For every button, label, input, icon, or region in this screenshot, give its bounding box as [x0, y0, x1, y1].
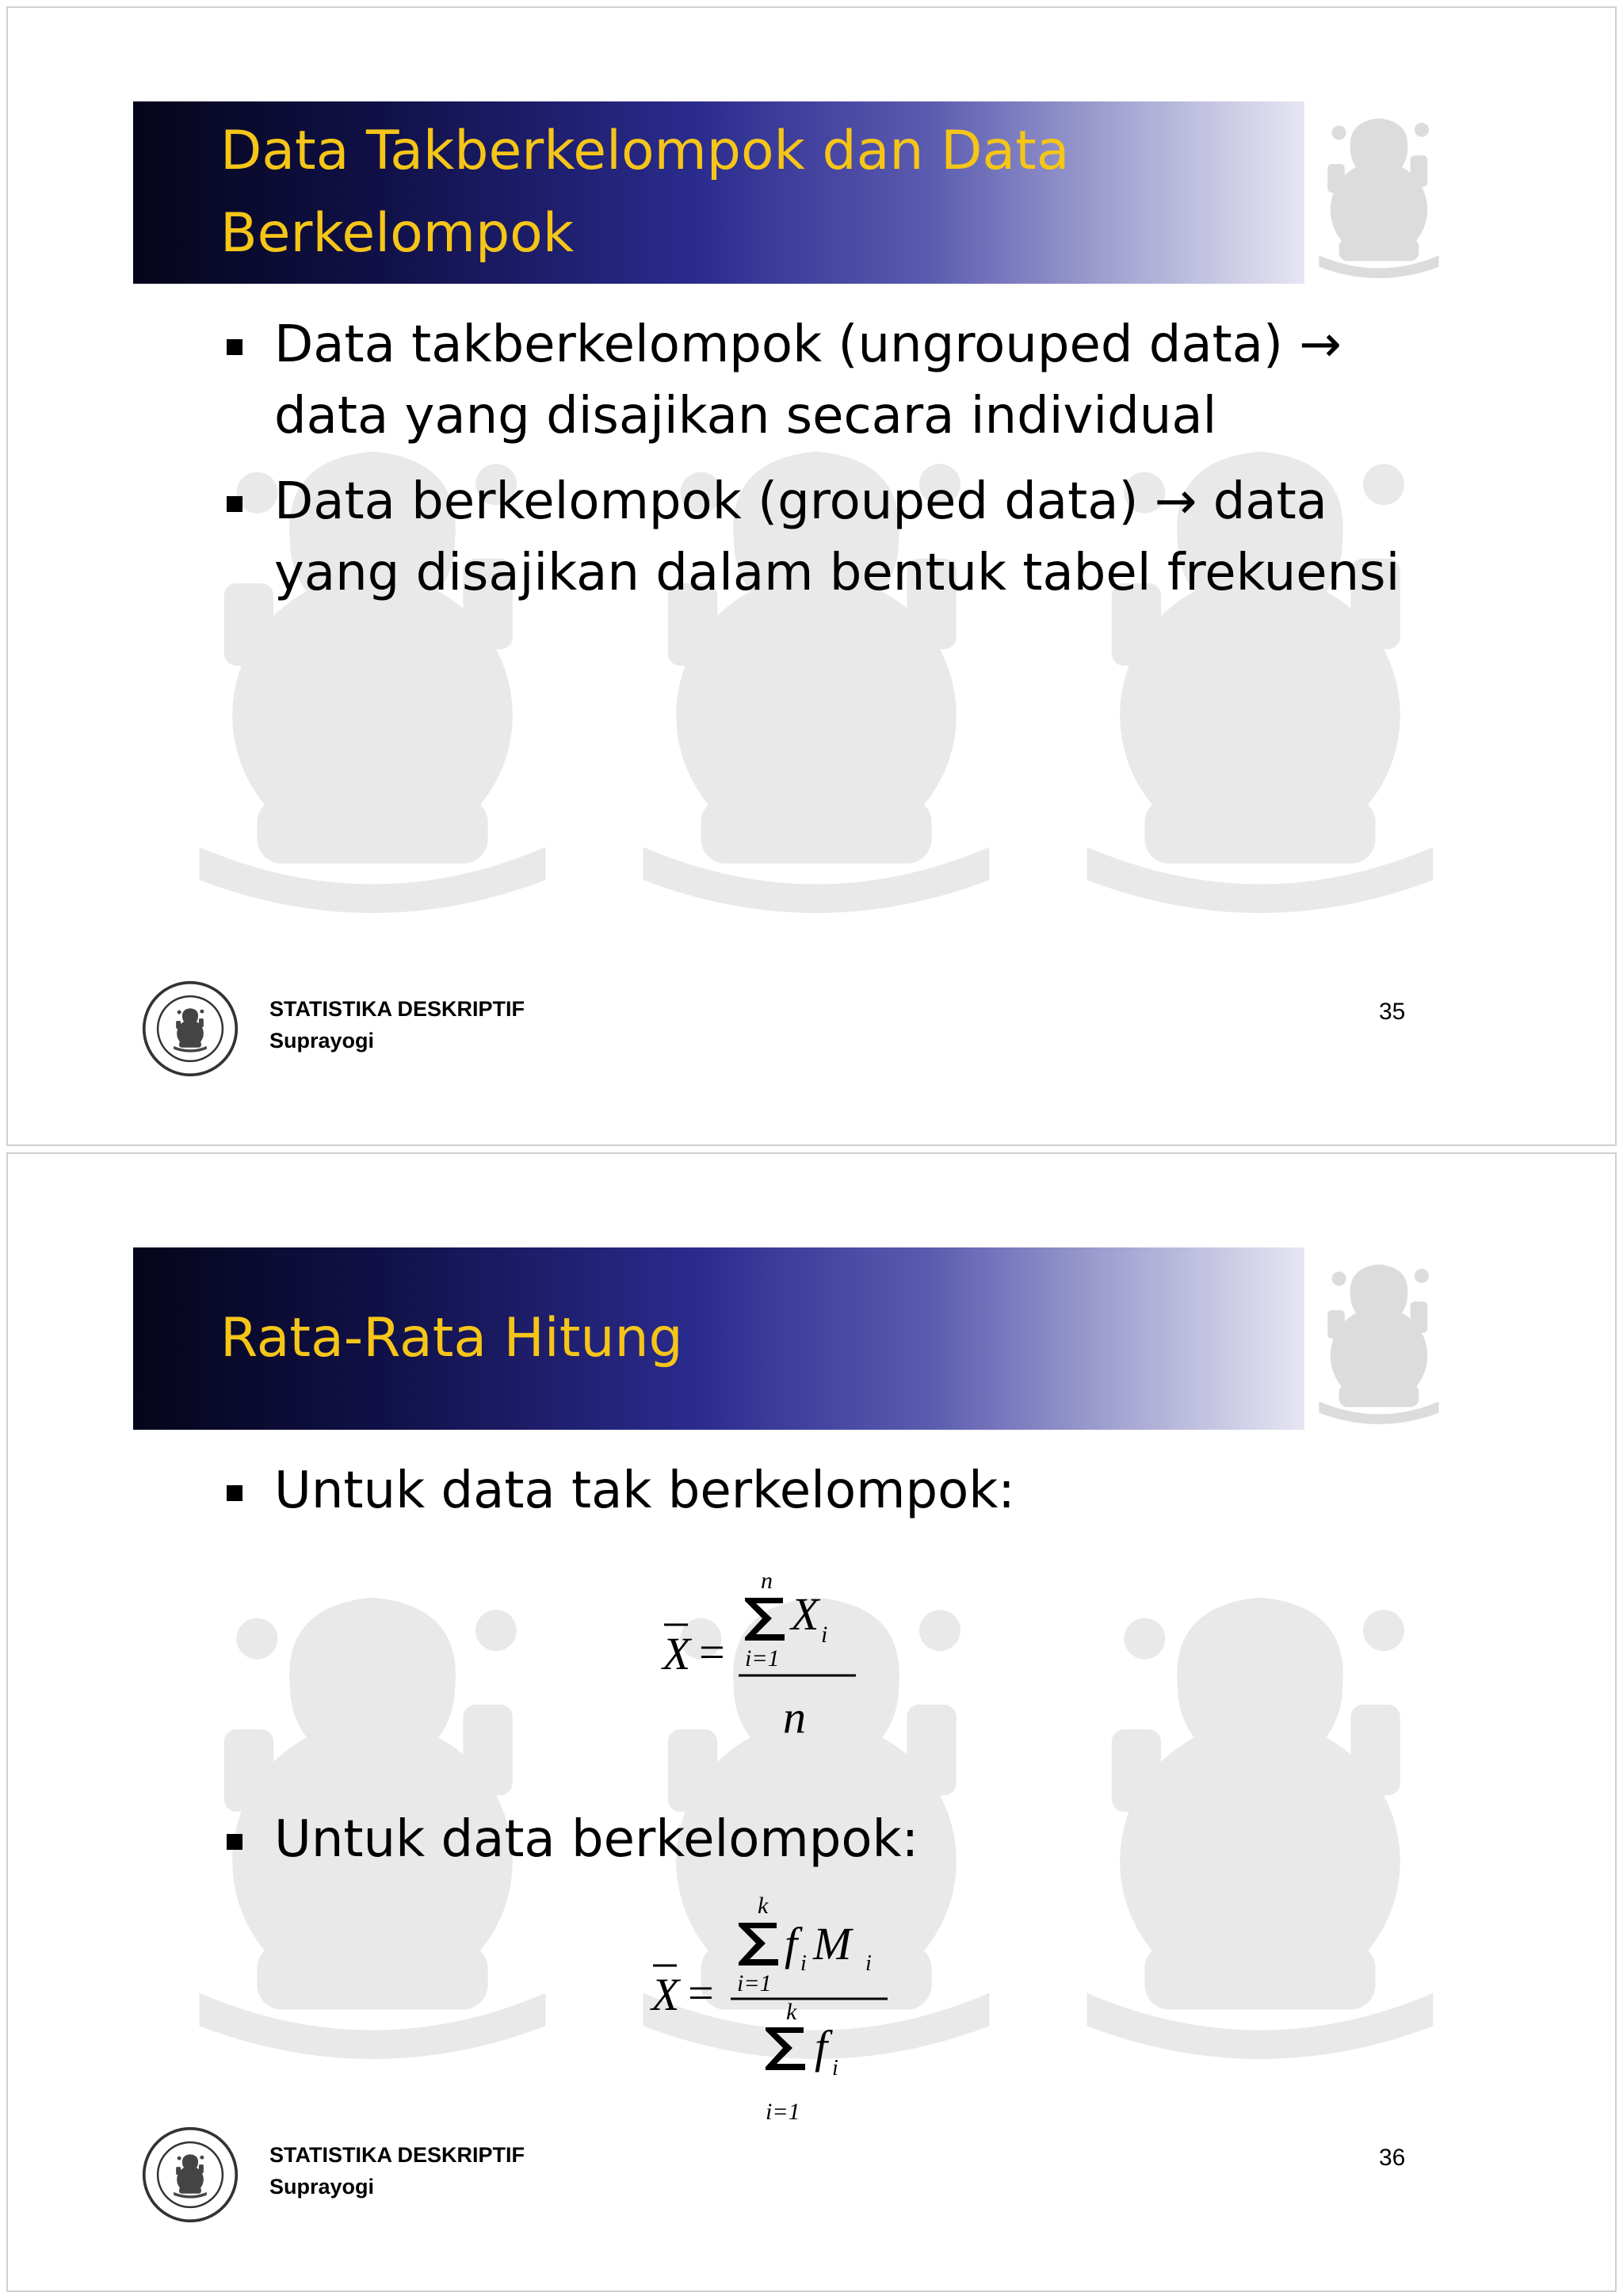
summation-icon: [739, 1923, 778, 1966]
numerator-m: M: [813, 1918, 852, 1969]
denominator: n: [783, 1691, 806, 1743]
numerator-f: f: [785, 1918, 798, 1969]
slide-title: [220, 101, 1289, 284]
list-item: Data berkelompok (grouped data) → data yang disajikan dalam bentuk tabel frekuensi: [220, 466, 1441, 609]
formula-equals: =: [688, 1967, 714, 2019]
denominator-f: f: [815, 2021, 828, 2073]
numerator-m-subscript: i: [865, 1951, 872, 1976]
summation-icon: [745, 1598, 785, 1641]
bullet-square-icon: [227, 339, 242, 355]
ganesha-corner-icon: [1308, 101, 1450, 284]
slide-title: Rata-Rata Hitung: [220, 1307, 683, 1370]
slide-36: [6, 1152, 1617, 2292]
bullet-square-icon: [227, 1834, 242, 1850]
summation-icon: [766, 2027, 805, 2070]
formula-grouped-mean: [634, 1891, 903, 2129]
sum-upper-limit: k: [758, 1893, 769, 1919]
itb-seal-icon: [141, 2126, 239, 2224]
slide-title-line2: Berkelompok: [220, 202, 575, 265]
numerator-f-subscript: i: [800, 1951, 807, 1976]
page-number: 36: [1379, 2145, 1406, 2171]
formula-equals: =: [699, 1626, 725, 1678]
formula-ungrouped-mean: [642, 1566, 880, 1748]
slide-title-bar: [133, 101, 1304, 284]
ganesha-corner-icon: [1308, 1247, 1450, 1430]
denominator-f-subscript: i: [832, 2056, 838, 2080]
footer-course: STATISTIKA DESKRIPTIF: [269, 997, 525, 1021]
list-item: Untuk data tak berkelompok:: [220, 1455, 1015, 1526]
sum-lower-limit: i=1: [737, 1970, 772, 1996]
formula-lhs: X: [663, 1628, 691, 1679]
formula-lhs: X: [651, 1969, 680, 2020]
footer-author: Suprayogi: [269, 1029, 375, 1052]
numerator-var: X: [791, 1588, 819, 1640]
list-item: Untuk data berkelompok:: [220, 1804, 918, 1875]
numerator-subscript: i: [821, 1622, 828, 1648]
footer-course: STATISTIKA DESKRIPTIF: [269, 2143, 525, 2167]
itb-seal-icon: [141, 980, 239, 1078]
sum-lower-limit: i=1: [745, 1645, 780, 1671]
bullet-square-icon: [227, 496, 242, 512]
list-item: Data takberkelompok (ungrouped data) → data yang disajikan secara individual: [220, 309, 1441, 452]
sum-upper-limit: n: [761, 1568, 773, 1594]
slide-title-bar: [133, 1247, 1304, 1430]
bullet-list: [220, 309, 1441, 623]
den-lower-limit: i=1: [766, 2099, 800, 2125]
slide-35: [6, 6, 1617, 1146]
footer-author: Suprayogi: [269, 2175, 375, 2199]
den-upper-limit: k: [786, 1999, 797, 2025]
page-number: 35: [1379, 999, 1406, 1025]
slide-title-line1: Data Takberkelompok dan Data: [220, 120, 1070, 182]
bullet-square-icon: [227, 1485, 242, 1501]
